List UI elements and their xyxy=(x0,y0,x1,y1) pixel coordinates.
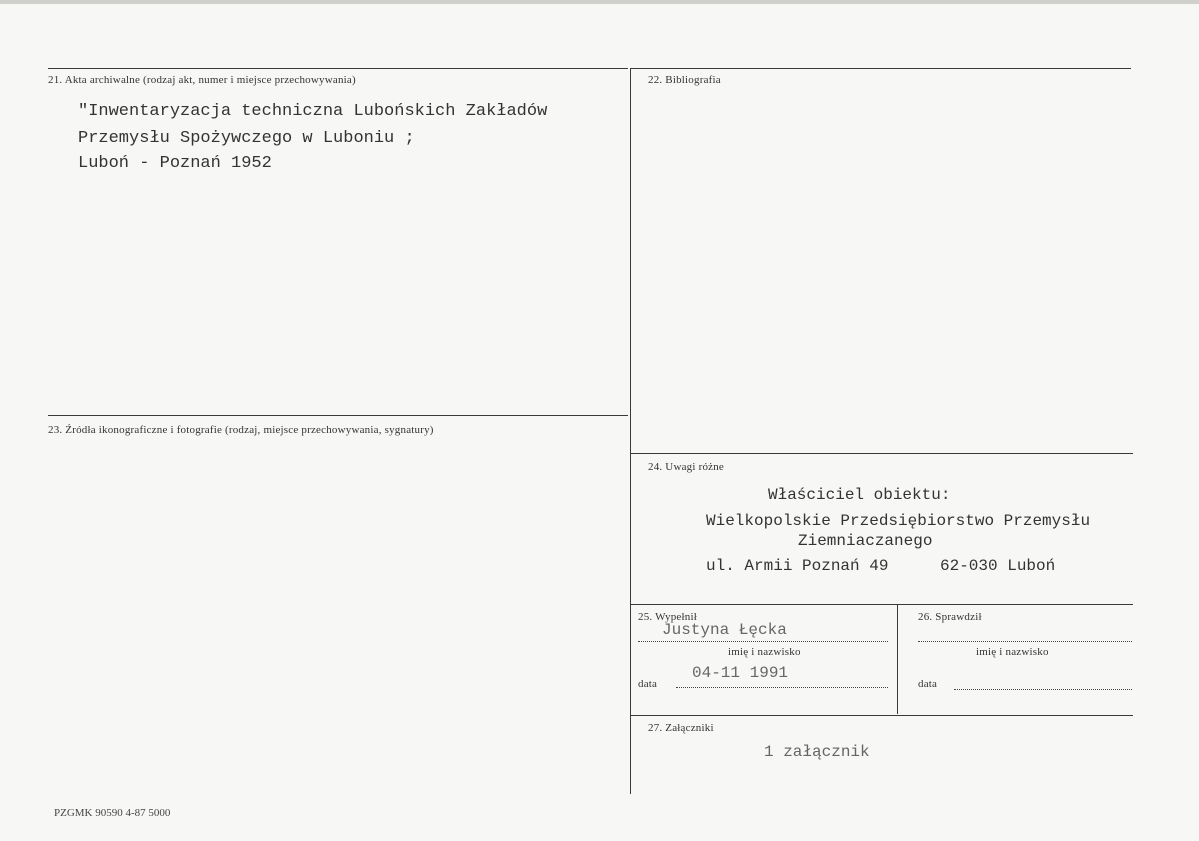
section25-date-line xyxy=(676,687,888,688)
top-rule-right xyxy=(631,68,1131,69)
section27-label: 27. Załączniki xyxy=(648,722,714,734)
section25-name-value: Justyna Łęcka xyxy=(662,621,787,639)
section26-name-line xyxy=(918,641,1132,642)
section24-owner-name-2: Ziemniaczanego xyxy=(798,532,933,550)
section26-date-label: data xyxy=(918,678,938,690)
section25-date-value: 04-11 1991 xyxy=(692,664,789,682)
section25-label: 25. Wypełnił xyxy=(638,611,697,623)
print-code: PZGMK 90590 4-87 5000 xyxy=(54,807,171,819)
top-rule-left xyxy=(48,68,628,69)
section25-date-label: data xyxy=(638,678,658,690)
section24-label: 24. Uwagi różne xyxy=(648,461,725,473)
section23-label: 23. Źródła ikonograficzne i fotografie (rodzaj, miejsce przechowywania, sygnatury) xyxy=(48,424,434,436)
section22-label: 22. Bibliografia xyxy=(648,74,721,86)
section24-top-rule xyxy=(631,453,1133,454)
section27-value: 1 załącznik xyxy=(764,743,870,761)
section21-line-2: Przemysłu Spożywczego w Luboniu ; xyxy=(78,129,415,148)
section24-street: ul. Armii Poznań 49 xyxy=(706,557,889,575)
section26-name-caption: imię i nazwisko xyxy=(976,646,1049,658)
section27-top-rule xyxy=(631,715,1133,716)
section21-label: 21. Akta archiwalne (rodzaj akt, numer i miejsce przechowywania) xyxy=(48,74,356,86)
section24-owner-name-1: Wielkopolskie Przedsiębiorstwo Przemysłu xyxy=(706,512,1091,530)
section21-line-3: Luboń - Poznań 1952 xyxy=(78,154,272,173)
section25-name-line xyxy=(638,641,888,642)
center-divider xyxy=(630,68,631,794)
section24-postal: 62-030 Luboń xyxy=(940,557,1056,575)
section25-top-rule xyxy=(631,604,1133,605)
section24-owner-heading: Właściciel obiektu: xyxy=(768,486,951,504)
section25-name-caption: imię i nazwisko xyxy=(728,646,801,658)
signature-divider xyxy=(897,604,898,714)
mid-rule-left xyxy=(48,415,628,416)
section26-label: 26. Sprawdził xyxy=(918,611,982,623)
section26-date-line xyxy=(954,689,1132,690)
section21-line-1: "Inwentaryzacja techniczna Lubońskich Zakładów xyxy=(78,102,548,121)
card-top-edge xyxy=(0,0,1199,4)
